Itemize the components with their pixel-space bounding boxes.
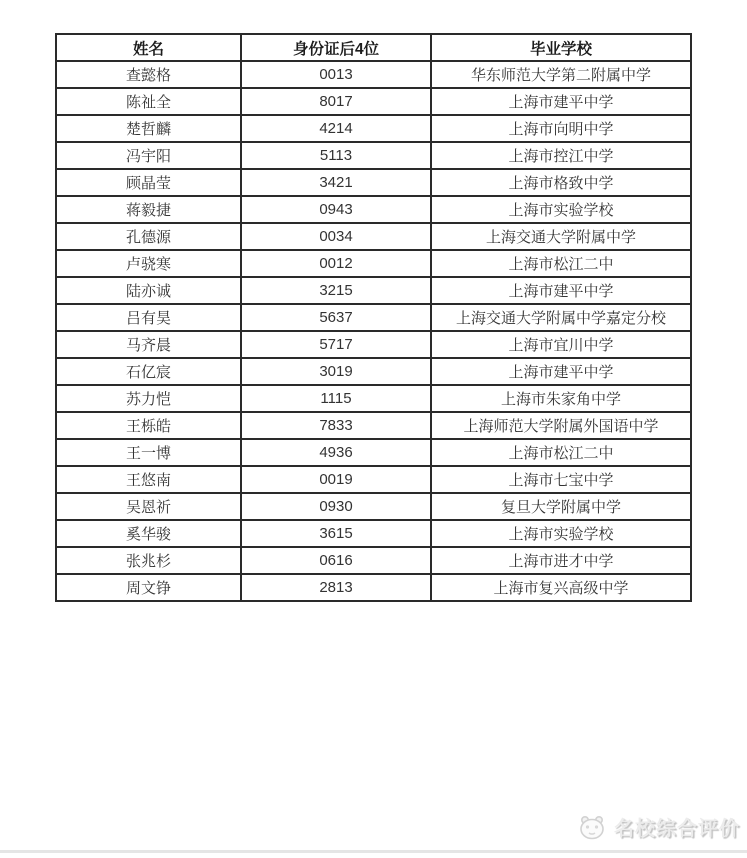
- cell-name: 蒋毅捷: [56, 196, 241, 223]
- table-header-row: [56, 34, 691, 61]
- panda-logo-icon: [577, 813, 607, 841]
- table-row: [56, 115, 691, 142]
- table-row: [56, 88, 691, 115]
- table-row: [56, 466, 691, 493]
- table-row: [56, 547, 691, 574]
- watermark: [577, 812, 740, 841]
- cell-id-last4: 8017: [241, 88, 431, 115]
- table-row: [56, 358, 691, 385]
- cell-id-last4: 0616: [241, 547, 431, 574]
- cell-id-last4: 5637: [241, 304, 431, 331]
- cell-school: 复旦大学附属中学: [431, 493, 691, 520]
- cell-name: 冯宇阳: [56, 142, 241, 169]
- cell-name: 王栎皓: [56, 412, 241, 439]
- cell-name: 吴恩祈: [56, 493, 241, 520]
- cell-id-last4: 0013: [241, 61, 431, 88]
- cell-school: 上海市建平中学: [431, 358, 691, 385]
- cell-school: 上海市七宝中学: [431, 466, 691, 493]
- table-row: [56, 439, 691, 466]
- cell-id-last4: 3215: [241, 277, 431, 304]
- cell-name: 查懿格: [56, 61, 241, 88]
- cell-name: 王一博: [56, 439, 241, 466]
- cell-school: 上海市格致中学: [431, 169, 691, 196]
- cell-school: 上海市实验学校: [431, 196, 691, 223]
- cell-name: 楚哲麟: [56, 115, 241, 142]
- cell-school: 上海市宜川中学: [431, 331, 691, 358]
- table-row: [56, 331, 691, 358]
- cell-name: 周文铮: [56, 574, 241, 601]
- cell-school: 上海市控江中学: [431, 142, 691, 169]
- cell-name: 奚华骏: [56, 520, 241, 547]
- cell-id-last4: 0930: [241, 493, 431, 520]
- table-row: [56, 169, 691, 196]
- cell-name: 陆亦诚: [56, 277, 241, 304]
- cell-name: 陈祉全: [56, 88, 241, 115]
- cell-id-last4: 3019: [241, 358, 431, 385]
- cell-school: 上海市复兴高级中学: [431, 574, 691, 601]
- cell-name: 石亿宸: [56, 358, 241, 385]
- cell-school: 上海市朱家角中学: [431, 385, 691, 412]
- cell-name: 王悠南: [56, 466, 241, 493]
- table-row: [56, 574, 691, 601]
- cell-school: 上海市进才中学: [431, 547, 691, 574]
- cell-id-last4: 5717: [241, 331, 431, 358]
- table-row: [56, 142, 691, 169]
- table-row: [56, 61, 691, 88]
- cell-school: 上海市向明中学: [431, 115, 691, 142]
- table-body: [56, 61, 691, 601]
- cell-id-last4: 0034: [241, 223, 431, 250]
- cell-school: 上海市建平中学: [431, 88, 691, 115]
- table-row: [56, 493, 691, 520]
- cell-school: 上海师范大学附属外国语中学: [431, 412, 691, 439]
- cell-school: 华东师范大学第二附属中学: [431, 61, 691, 88]
- cell-id-last4: 4214: [241, 115, 431, 142]
- table-header-cell: 毕业学校: [431, 34, 691, 61]
- cell-school: 上海交通大学附属中学: [431, 223, 691, 250]
- bottom-divider: [0, 850, 747, 853]
- cell-name: 卢骁寒: [56, 250, 241, 277]
- cell-id-last4: 1115: [241, 385, 431, 412]
- cell-name: 孔德源: [56, 223, 241, 250]
- cell-id-last4: 0943: [241, 196, 431, 223]
- cell-id-last4: 0019: [241, 466, 431, 493]
- table-row: [56, 196, 691, 223]
- table-row: [56, 250, 691, 277]
- watermark-label: 名校综合评价: [614, 818, 740, 840]
- cell-name: 顾晶莹: [56, 169, 241, 196]
- cell-school: 上海交通大学附属中学嘉定分校: [431, 304, 691, 331]
- students-table: [55, 33, 692, 602]
- cell-school: 上海市实验学校: [431, 520, 691, 547]
- cell-id-last4: 7833: [241, 412, 431, 439]
- table-row: [56, 412, 691, 439]
- cell-id-last4: 2813: [241, 574, 431, 601]
- table-row: [56, 304, 691, 331]
- cell-id-last4: 3615: [241, 520, 431, 547]
- table-header-cell: 身份证后4位: [241, 34, 431, 61]
- cell-school: 上海市建平中学: [431, 277, 691, 304]
- cell-id-last4: 5113: [241, 142, 431, 169]
- cell-name: 马齐晨: [56, 331, 241, 358]
- cell-school: 上海市松江二中: [431, 439, 691, 466]
- cell-id-last4: 4936: [241, 439, 431, 466]
- table-row: [56, 277, 691, 304]
- cell-id-last4: 0012: [241, 250, 431, 277]
- table-row: [56, 520, 691, 547]
- table-row: [56, 385, 691, 412]
- cell-name: 苏力恺: [56, 385, 241, 412]
- table-row: [56, 223, 691, 250]
- cell-name: 张兆杉: [56, 547, 241, 574]
- table-header-cell: 姓名: [56, 34, 241, 61]
- cell-name: 吕有昊: [56, 304, 241, 331]
- cell-id-last4: 3421: [241, 169, 431, 196]
- cell-school: 上海市松江二中: [431, 250, 691, 277]
